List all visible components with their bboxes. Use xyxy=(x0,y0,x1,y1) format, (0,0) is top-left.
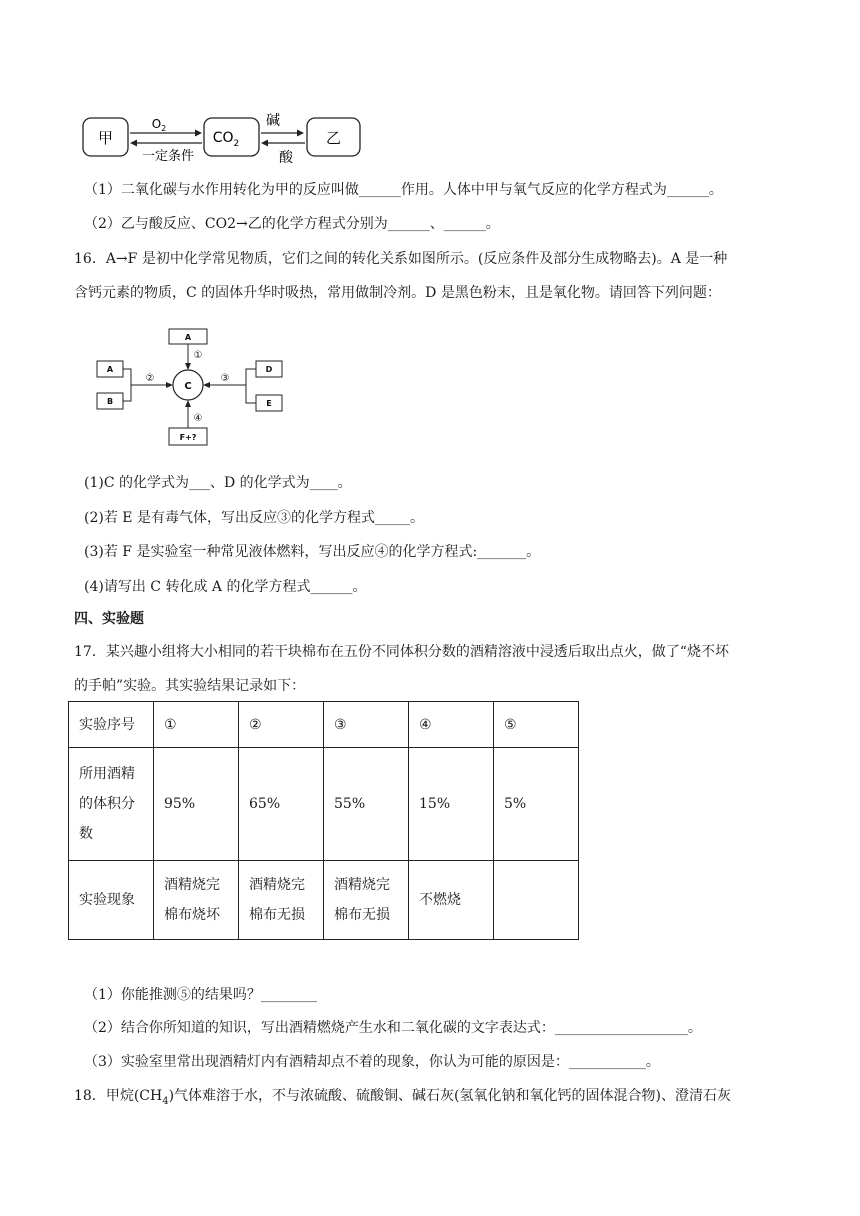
node-f-label: F+? xyxy=(179,433,197,442)
table-cell: ③ xyxy=(324,702,409,748)
arrow2-bottom-label: 酸 xyxy=(279,150,293,164)
conversion-diagram-2 xyxy=(94,326,286,448)
node-c-label: C xyxy=(184,381,192,392)
q16-answer1: (1)C 的化学式为___、D 的化学式为____。 xyxy=(84,475,352,491)
node-a-top-label: A xyxy=(184,333,192,342)
q17-intro-line2: 的手帕”实验。其实验结果记录如下： xyxy=(74,678,306,694)
table-cell: ① xyxy=(154,702,239,748)
q16-answer3: (3)若 F 是实验室一种常见液体燃料，写出反应④的化学方程式:_______。 xyxy=(84,544,541,560)
table-cell: 酒精烧完 棉布无损 xyxy=(324,861,409,940)
table-cell: ② xyxy=(239,702,324,748)
step3-label: ③ xyxy=(220,373,230,384)
step1-label: ① xyxy=(193,350,203,361)
q16-answer4: (4)请写出 C 转化成 A 的化学方程式______。 xyxy=(84,579,367,595)
arrow1-top-label: $O_2$ xyxy=(151,117,167,133)
conversion-diagram-1 xyxy=(80,108,365,164)
table-row xyxy=(69,861,579,940)
arrow1-bottom-label: 一定条件 xyxy=(141,149,195,164)
table-cell: 55% xyxy=(324,748,409,861)
table-cell: ④ xyxy=(409,702,494,748)
table-row xyxy=(69,702,579,748)
table-cell: 实验现象 xyxy=(69,861,154,940)
q17-part2: （2）结合你所知道的知识，写出酒精燃烧产生水和二氧化碳的文字表达式：___________________。 xyxy=(84,1020,702,1036)
q17-intro-line1: 17．某兴趣小组将大小相同的若干块棉布在五份不同体积分数的酒精溶液中浸透后取出点火，做了“烧不坏 xyxy=(74,644,729,660)
table-cell: 酒精烧完 棉布无损 xyxy=(239,861,324,940)
q17-part3: （3）实验室里常出现酒精灯内有酒精却点不着的现象，你认为可能的原因是：___________。 xyxy=(84,1054,660,1070)
table-row xyxy=(69,748,579,861)
table-cell: 实验序号 xyxy=(69,702,154,748)
table-cell: 所用酒精 的体积分 数 xyxy=(69,748,154,861)
q16-intro-line1: 16．A→F 是初中化学常见物质，它们之间的转化关系如图所示。(反应条件及部分生成物略去)。A 是一种 xyxy=(74,251,728,267)
results-table xyxy=(68,701,579,940)
table-cell: 酒精烧完 棉布烧坏 xyxy=(154,861,239,940)
table-cell xyxy=(494,861,579,940)
node-d-label: D xyxy=(265,365,273,374)
table-cell: 65% xyxy=(239,748,324,861)
step2-label: ② xyxy=(145,373,155,384)
table-cell: ⑤ xyxy=(494,702,579,748)
node-b-label: B xyxy=(106,397,114,406)
q16-intro-line2: 含钙元素的物质，C 的固体升华时吸热，常用做制冷剂。D 是黑色粉末，且是氧化物。请回答下列问题： xyxy=(74,285,721,301)
q15-part2: （2）乙与酸反应、CO2→乙的化学方程式分别为______、______。 xyxy=(84,216,500,232)
q15-part1: （1）二氧化碳与水作用转化为甲的反应叫做______作用。人体中甲与氧气反应的化学方程式为______。 xyxy=(84,182,723,198)
node-a-left-label: A xyxy=(106,365,114,374)
box-co2-label: $CO_2$ xyxy=(212,130,240,149)
table-cell: 不燃烧 xyxy=(409,861,494,940)
section-title: 四、实验题 xyxy=(74,611,144,627)
table-cell: 95% xyxy=(154,748,239,861)
q17-part1: （1）你能推测⑤的结果吗？________ xyxy=(84,987,317,1003)
box-yi-label: 乙 xyxy=(325,129,342,147)
node-e-label: E xyxy=(266,399,272,408)
q16-answer2: (2)若 E 是有毒气体，写出反应③的化学方程式_____。 xyxy=(84,510,424,526)
table-cell: 5% xyxy=(494,748,579,861)
q18-intro: 18．甲烷$(CH_4)$气体难溶于水，不与浓硫酸、硫酸铜、碱石灰(氢氧化钠和氧化钙的固体混合物)、澄清石灰 xyxy=(74,1088,731,1107)
box-jia-label: 甲 xyxy=(97,129,114,147)
step4-label: ④ xyxy=(193,413,203,424)
arrow2-top-label: 碱 xyxy=(266,113,280,129)
table-cell: 15% xyxy=(409,748,494,861)
